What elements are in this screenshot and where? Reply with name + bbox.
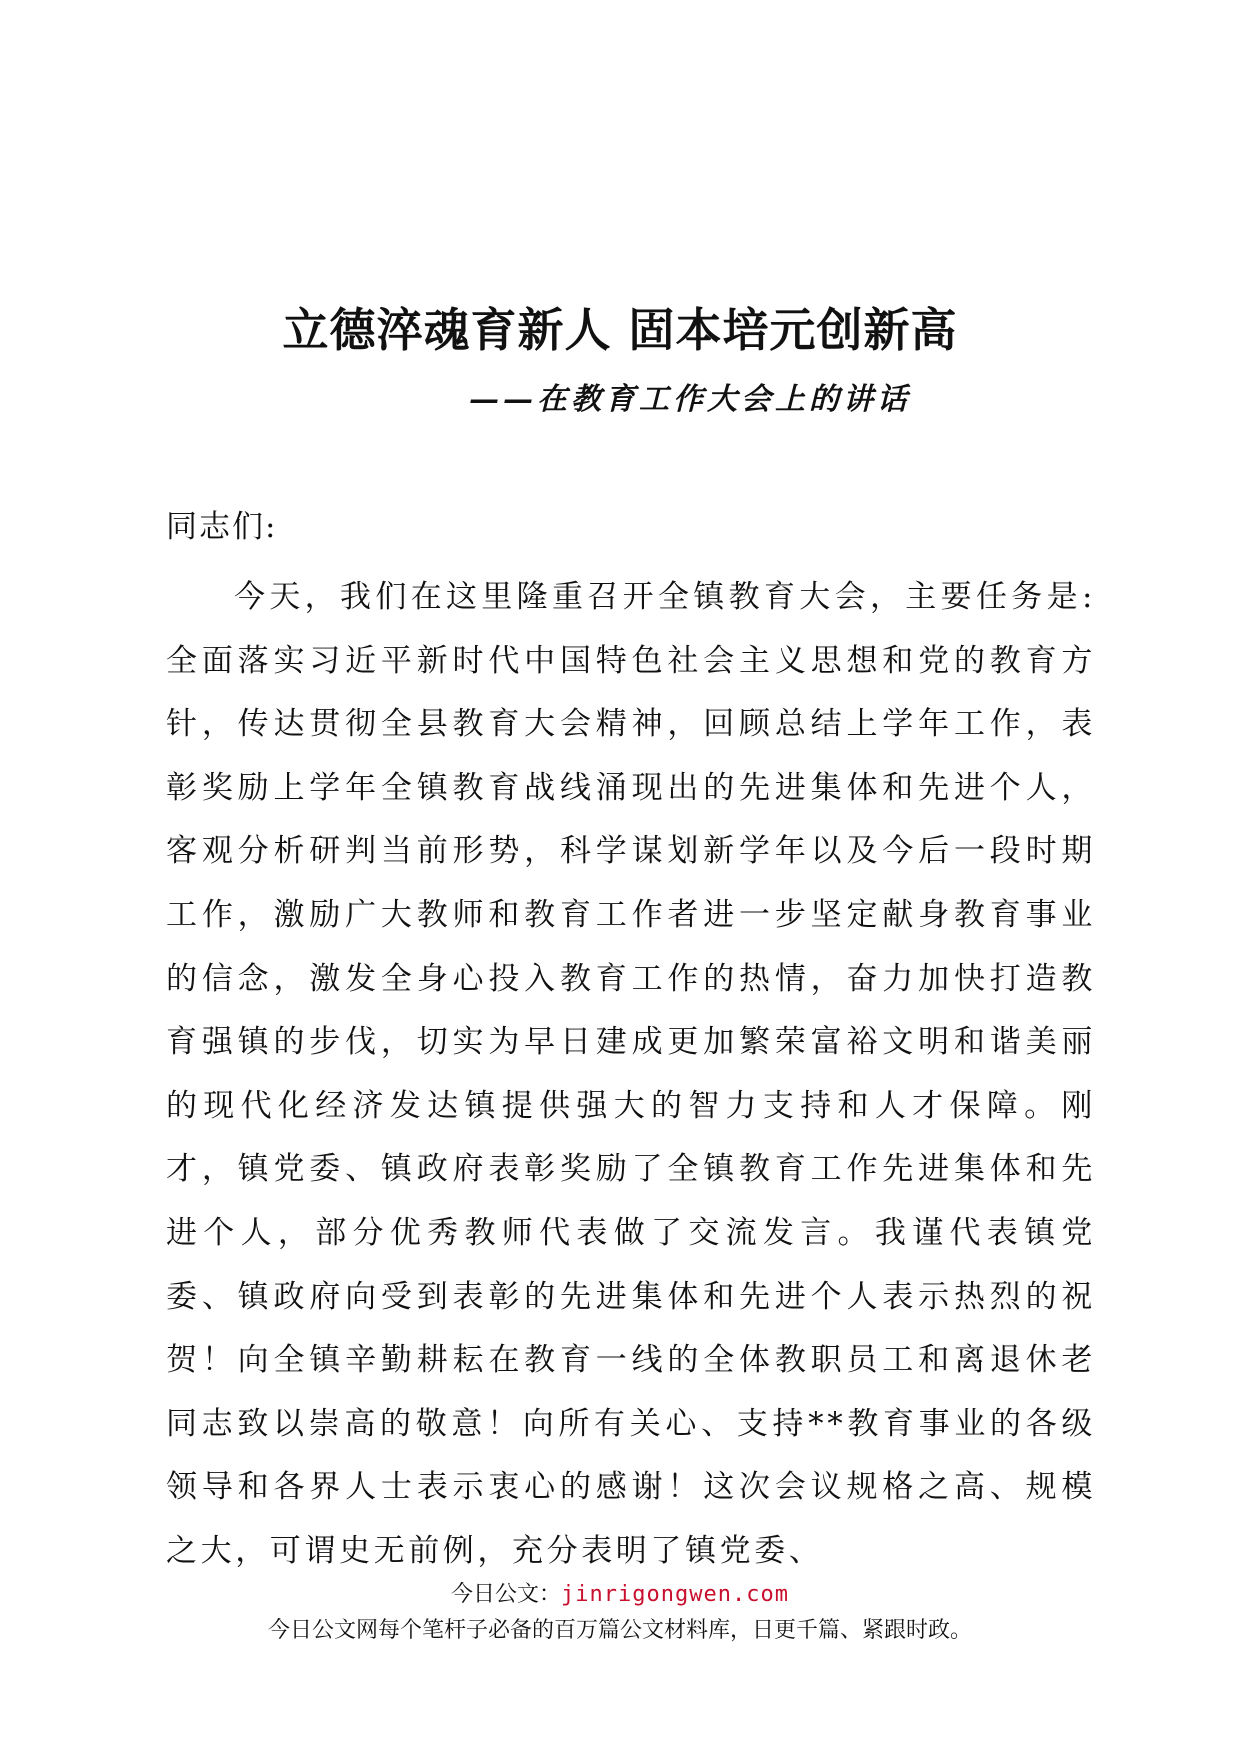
document-title: 立德淬魂育新人 固本培元创新高: [282, 303, 958, 357]
footer-label: 今日公文：: [451, 1582, 562, 1607]
footer: [0, 1577, 1240, 1649]
body-paragraph: 今天，我们在这里隆重召开全镇教育大会，主要任务是:全面落实习近平新时代中国特色社会主义思想和党的教育方针，传达贯彻全县教育大会精神，回顾总结上学年工作，表彰奖励上学年全镇教育战线涌现出的先进集体和先进个人，客观分析研判当前形势，科学谋划新学年以及今后一段时期工作，激励广大教师和教育工作者进一步坚定献身教育事业的信念，激发全身心投入教育工作的热情，奋力加快打造教育强镇的步伐，切实为早日建成更加繁荣富裕文明和谐美丽的现代化经济发达镇提供强大的智力支持和人才保障。刚才，镇党委、镇政府表彰奖励了全镇教育工作先进集体和先进个人，部分优秀教师代表做了交流发言。我谨代表镇党委、镇政府向受到表彰的先进集体和先进个人表示热烈的祝贺！向全镇辛勤耕耘在教育一线的全体教职员工和离退休老同志致以崇高的敬意！向所有关心、支持**教育事业的各级领导和各界人士表示衷心的感谢！这次会议规格之高、规模之大，可谓史无前例，充分表明了镇党委、: [166, 579, 1096, 1569]
document-subtitle: ——在教育工作大会上的讲话: [469, 382, 911, 417]
footer-tagline: 今日公文网每个笔杆子必备的百万篇公文材料库，日更千篇、紧跟时政。: [267, 1618, 972, 1643]
footer-site-link[interactable]: jinrigongwen.com: [561, 1582, 789, 1607]
salutation: 同志们:: [166, 509, 278, 545]
footer-source-line: [0, 1577, 1240, 1613]
